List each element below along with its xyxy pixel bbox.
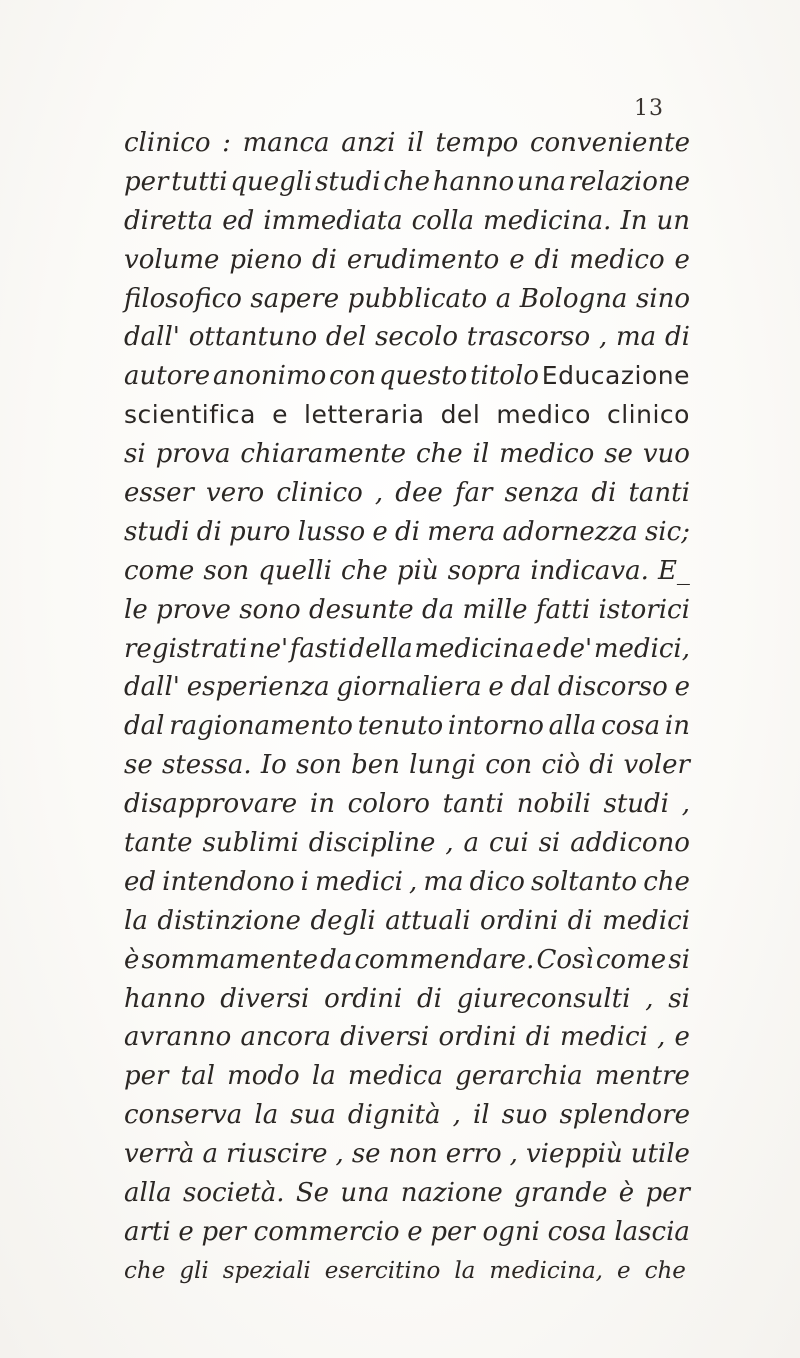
word: ma (616, 322, 657, 353)
word: ed (222, 205, 255, 236)
word: che (643, 866, 690, 897)
word: gerarchia (455, 1061, 583, 1092)
word: medici (559, 1022, 648, 1053)
text-line (124, 980, 690, 1019)
word: senza (504, 478, 580, 509)
word: per (645, 1178, 690, 1209)
word: e (536, 633, 552, 664)
word: esercitino (324, 1257, 441, 1284)
text-line (124, 163, 690, 202)
word: il (407, 128, 424, 158)
word: di (591, 478, 617, 509)
word: intorno (447, 711, 544, 742)
word: anzi (341, 128, 396, 158)
word: discorso (557, 672, 668, 703)
word: quelli (258, 555, 332, 586)
word: cosa (547, 1216, 607, 1247)
word: studi (315, 166, 381, 197)
word: per (430, 1216, 475, 1247)
word: anonimo (213, 361, 327, 392)
word: il (472, 439, 490, 470)
word: clinico (124, 128, 211, 158)
word: e (272, 400, 288, 430)
word: alla (124, 1178, 172, 1209)
word: filosofico (124, 283, 242, 314)
word: cosa (601, 711, 661, 742)
word: tanti (628, 478, 690, 509)
word: ordini (324, 983, 403, 1014)
word: tenuto (357, 711, 444, 742)
word: che (124, 1257, 166, 1284)
word: e (674, 244, 690, 275)
word: indicava. (530, 555, 649, 586)
word: la (311, 1061, 336, 1092)
word: più (396, 555, 439, 586)
word: la (454, 1257, 476, 1284)
word: ma (423, 866, 464, 897)
word: se (604, 439, 633, 470)
word: sopra (447, 555, 522, 586)
word: ancora (240, 1022, 331, 1053)
word: erro (445, 1139, 502, 1170)
word: , (645, 983, 654, 1014)
word: studi (603, 789, 669, 820)
word: far (454, 478, 493, 509)
word: attuali (385, 905, 471, 936)
word: titolo (470, 361, 539, 392)
word: medico (569, 244, 665, 275)
word: medici, (593, 633, 690, 664)
word: riuscire (225, 1139, 328, 1170)
word: medici (602, 905, 690, 936)
word: pieno (229, 244, 303, 275)
word: volume (124, 244, 220, 275)
word: del (440, 400, 481, 430)
word: mille (462, 594, 528, 625)
word: , (445, 828, 454, 859)
word: si (124, 439, 146, 470)
text-line (124, 630, 690, 669)
word: erudimento (346, 244, 500, 275)
text-line (124, 513, 690, 552)
word: pubblicato (347, 283, 488, 314)
word: manca (242, 128, 330, 158)
word: se (124, 750, 153, 781)
word: dico (469, 866, 525, 897)
text-line (124, 396, 690, 435)
word: discipline (308, 828, 436, 859)
word: chiaramente (240, 439, 407, 470)
word: , (335, 1139, 344, 1170)
word: e (509, 244, 525, 275)
word: letteraria (304, 400, 425, 430)
word: clinico (606, 400, 690, 430)
word: puro (228, 516, 291, 547)
word: per (124, 1061, 169, 1092)
word: giornaliera (336, 672, 482, 703)
word: , (374, 478, 384, 509)
word: dall' (124, 672, 180, 703)
word: prova (155, 439, 231, 470)
word: se (351, 1139, 381, 1170)
word: la (254, 1100, 279, 1131)
word: giureconsulti (456, 983, 631, 1014)
word: dall' (124, 322, 180, 353)
word: mentre (594, 1061, 690, 1092)
word: della (348, 633, 413, 664)
text-line (124, 746, 690, 785)
word: e (407, 1216, 423, 1247)
text-line (124, 318, 690, 357)
word: di (525, 1022, 551, 1053)
text-line (124, 474, 690, 513)
text-line (124, 552, 690, 591)
text-line (124, 1018, 690, 1057)
text-line (124, 357, 690, 396)
word: esperienza (186, 672, 330, 703)
text-line (124, 202, 690, 241)
word: per (124, 166, 169, 197)
word: e (372, 516, 388, 547)
word: sino (635, 283, 690, 314)
word: medicina, (489, 1257, 603, 1284)
word: : (222, 128, 231, 158)
word: del (325, 322, 367, 353)
word: splendore (559, 1100, 690, 1131)
word: adornezza (502, 516, 638, 547)
word: mera (427, 516, 496, 547)
word: lascia (614, 1216, 690, 1247)
word: medico (496, 400, 591, 430)
word: un (656, 205, 690, 236)
word: società. (182, 1178, 285, 1209)
word: istorici (598, 594, 690, 625)
word: Se (295, 1178, 330, 1209)
word: gli (179, 1257, 209, 1284)
word: si (668, 944, 690, 975)
word: modo (227, 1061, 300, 1092)
word: son (296, 750, 342, 781)
word: son (203, 555, 250, 586)
word: suo (501, 1100, 548, 1131)
word: Educazione (541, 361, 690, 391)
word: di (567, 905, 593, 936)
word: nobili (516, 789, 591, 820)
word: avranno (124, 1022, 232, 1053)
word: autore (124, 361, 211, 392)
word: medicina. (483, 205, 612, 236)
word: la (124, 905, 148, 936)
word: vero (206, 478, 265, 509)
word: de' (553, 633, 593, 664)
word: è (124, 944, 140, 975)
word: in (664, 711, 690, 742)
word: sapere (250, 283, 340, 314)
word: , (409, 866, 418, 897)
text-line (124, 435, 690, 474)
word: è (618, 1178, 635, 1209)
word: trascorso (466, 322, 591, 353)
word: dal (124, 711, 165, 742)
word: ciò (541, 750, 580, 781)
word: esser (124, 478, 194, 509)
word: ogni (482, 1216, 540, 1247)
word: ottantuno (188, 322, 318, 353)
text-line (124, 1096, 690, 1135)
word: che (341, 555, 388, 586)
word: cui (489, 828, 529, 859)
word: ragionamento (169, 711, 353, 742)
word: fasti (289, 633, 347, 664)
text-line (124, 902, 690, 941)
word: non (388, 1139, 438, 1170)
word: grande (514, 1178, 608, 1209)
word: da (320, 944, 353, 975)
word: relazione (568, 166, 690, 197)
word: come (124, 555, 195, 586)
word: clinico (276, 478, 363, 509)
text-line (124, 124, 690, 163)
word: ed (124, 866, 157, 897)
word: In (620, 205, 648, 236)
word: e (488, 672, 504, 703)
word: stessa. (162, 750, 252, 781)
word: speziali (222, 1257, 311, 1284)
text-line (124, 1174, 690, 1213)
word: arti (124, 1216, 171, 1247)
word: a (202, 1139, 218, 1170)
text-line (124, 824, 690, 863)
word: tante (124, 828, 193, 859)
word: , (598, 322, 608, 353)
word: verrà (124, 1139, 195, 1170)
word: sic; (644, 516, 690, 547)
word: lungi (409, 750, 476, 781)
word: tal (180, 1061, 215, 1092)
word: con (485, 750, 533, 781)
word: si (668, 983, 690, 1014)
word: vuo (642, 439, 690, 470)
word: si (538, 828, 561, 859)
word: di (589, 750, 615, 781)
word: e (178, 1216, 194, 1247)
word: ne' (248, 633, 289, 664)
word: medica (347, 1061, 443, 1092)
word: immediata (263, 205, 403, 236)
word: secolo (375, 322, 458, 353)
word: E_ (657, 555, 690, 586)
text-line (124, 707, 690, 746)
word: a (463, 828, 480, 859)
text-line (124, 1135, 690, 1174)
word: di (417, 983, 442, 1014)
word: coloro (347, 789, 430, 820)
text-line (124, 280, 690, 319)
word: una (340, 1178, 390, 1209)
word: e (674, 1022, 690, 1053)
word: dignità (347, 1100, 441, 1131)
word: per (201, 1216, 246, 1247)
word: soltanto (530, 866, 638, 897)
word: commendare. (354, 944, 535, 975)
word: che (415, 439, 463, 470)
word: hanno (432, 166, 515, 197)
body-text (124, 124, 690, 1291)
word: desunte (308, 594, 414, 625)
word: medico (499, 439, 595, 470)
word: ben (351, 750, 400, 781)
text-line (124, 785, 690, 824)
word: commercio (253, 1216, 400, 1247)
text-line (124, 1213, 690, 1252)
word: tanti (442, 789, 505, 820)
word: tutti (171, 166, 228, 197)
word: dee (395, 478, 443, 509)
text-line (124, 241, 690, 280)
word: con (329, 361, 377, 392)
word: sommamente (141, 944, 318, 975)
word: sua (290, 1100, 336, 1131)
word: una (516, 166, 566, 197)
word: come (595, 944, 667, 975)
word: dal (510, 672, 552, 703)
word: i (300, 866, 309, 897)
word: , (657, 1022, 666, 1053)
word: disapprovare (124, 789, 298, 820)
text-line (124, 591, 690, 630)
page-number: 13 (634, 96, 664, 121)
word: il (472, 1100, 490, 1131)
text-line (124, 941, 690, 980)
word: scientifica (124, 400, 257, 430)
word: diversi (220, 983, 310, 1014)
word: in (309, 789, 335, 820)
word: conserva (124, 1100, 243, 1131)
word: ordini (480, 905, 559, 936)
word: , (452, 1100, 461, 1131)
word: , (681, 789, 690, 820)
word: Io (260, 750, 287, 781)
word: di (534, 244, 560, 275)
word: registrati (124, 633, 248, 664)
word: distinzione (157, 905, 301, 936)
word: medici (315, 866, 403, 897)
word: da (422, 594, 455, 625)
word: vieppiù (525, 1139, 623, 1170)
text-line (124, 1057, 690, 1096)
word: prove (156, 594, 231, 625)
word: degli (310, 905, 376, 936)
text-line (124, 668, 690, 707)
word: che (644, 1257, 686, 1284)
word: quegli (230, 166, 313, 197)
word: medicina (414, 633, 535, 664)
word: Così (536, 944, 594, 975)
word: ordini (438, 1022, 517, 1053)
word: , (509, 1139, 518, 1170)
word: di (664, 322, 690, 353)
word: lusso (297, 516, 366, 547)
text-line (124, 863, 690, 902)
word: hanno (124, 983, 206, 1014)
word: di (395, 516, 420, 547)
word: studi (124, 516, 190, 547)
word: diversi (340, 1022, 430, 1053)
word: conveniente (529, 128, 690, 158)
word: Bologna (519, 283, 628, 314)
word: sono (239, 594, 301, 625)
word: diretta (124, 205, 214, 236)
word: di (312, 244, 337, 275)
word: a (495, 283, 512, 314)
word: questo (379, 361, 468, 392)
word: utile (630, 1139, 690, 1170)
word: e (616, 1257, 631, 1284)
word: addicono (570, 828, 690, 859)
word: di (196, 516, 222, 547)
word: e (674, 672, 690, 703)
word: che (383, 166, 431, 197)
word: tempo (435, 128, 519, 158)
word: alla (548, 711, 597, 742)
word: intendono (162, 866, 295, 897)
text-line (124, 1252, 690, 1291)
word: voler (623, 750, 690, 781)
word: colla (411, 205, 475, 236)
word: le (124, 594, 148, 625)
word: nazione (400, 1178, 503, 1209)
word: fatti (535, 594, 591, 625)
word: sublimi (202, 828, 299, 859)
